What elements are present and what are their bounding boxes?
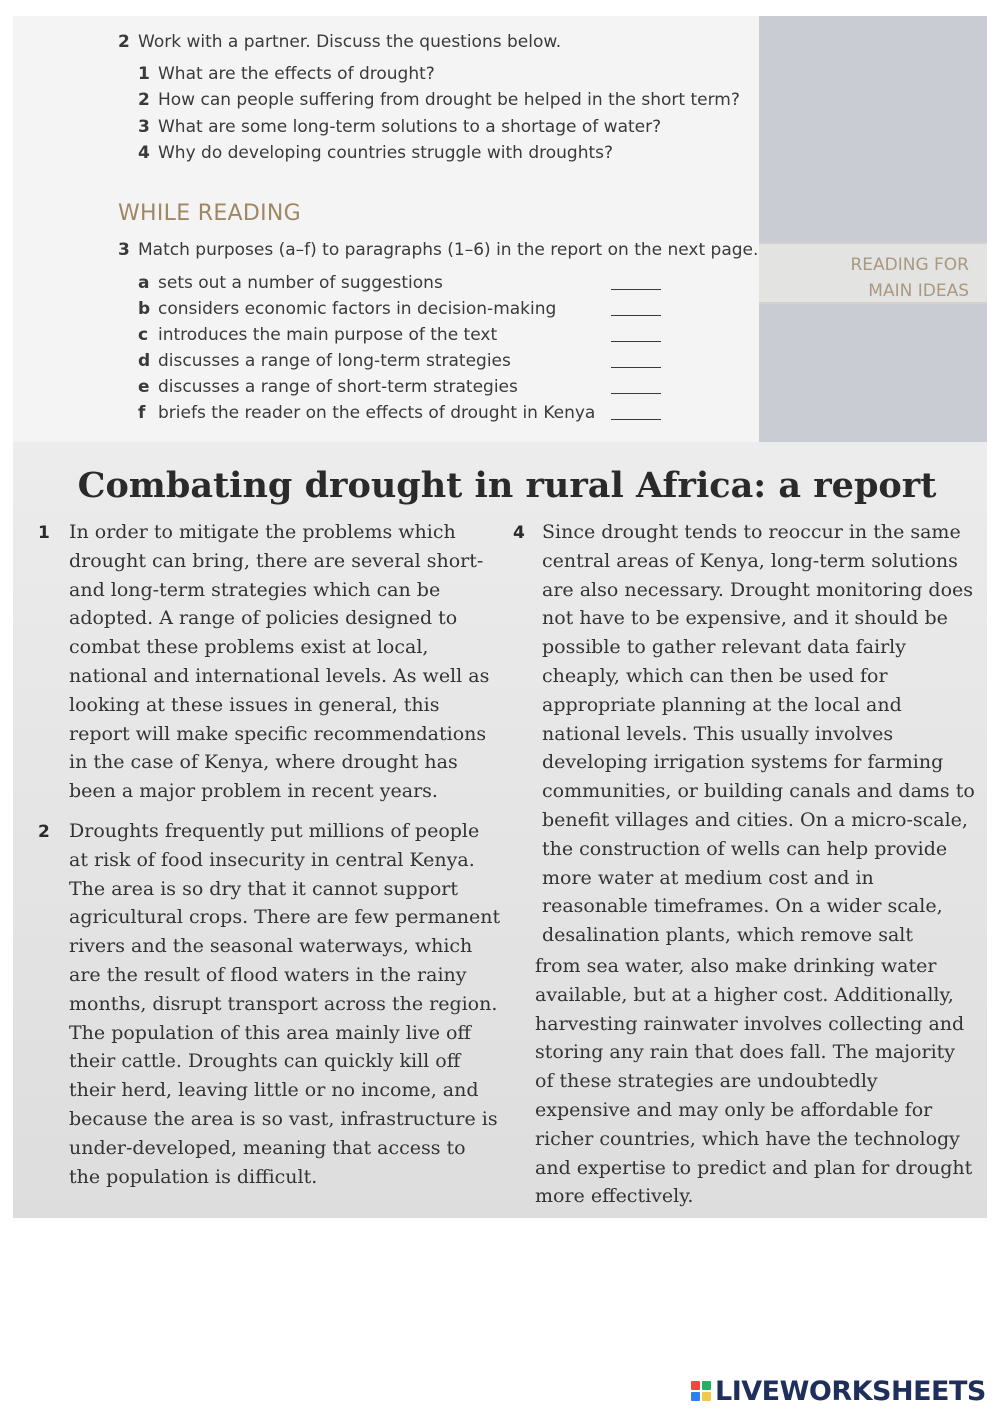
logo-mark-icon [691,1381,711,1401]
question-item [138,116,661,138]
question-text: How can people suffering from drought be helped in the short term? [158,90,740,110]
match-text: sets out a number of suggestions [158,273,443,293]
logo-text: LIVEWORKSHEETS [715,1375,986,1407]
match-letter: f [138,403,146,423]
exercise-number: 3 [118,240,130,260]
question-item [138,142,613,164]
match-text: discusses a range of short-term strategies [158,377,518,397]
question-number: 3 [138,117,150,137]
paragraph-number: 2 [38,822,50,842]
question-text: What are the effects of drought? [158,64,435,84]
logo-square [702,1392,711,1401]
question-number: 2 [138,90,150,110]
logo-square [702,1381,711,1390]
instruction-text: Work with a partner. Discuss the questions below. [138,32,562,52]
answer-blank[interactable] [611,341,661,342]
answer-blank[interactable] [611,315,661,316]
match-letter: a [138,273,150,293]
question-item [138,63,435,85]
report-paragraph-1: In order to mitigate the problems which drought can bring, there are several short- and long-term strategies which can be adopted. A range of policies designed to combat these problems exist at local, national and international levels. As well as looking at these issues in general, this report will make specific recommendations in the case of Kenya, where drought has been a major problem in recent years. [69,521,490,803]
logo-square [691,1381,700,1390]
answer-blank[interactable] [611,393,661,394]
question-text: What are some long-term solutions to a shortage of water? [158,117,662,137]
answer-blank[interactable] [611,289,661,290]
exercise-number: 2 [118,32,130,52]
side-label-band [759,242,987,304]
exercise-3-instruction [118,239,758,261]
report-paragraph-4: Since drought tends to reoccur in the same central areas of Kenya, long-term solutions are also necessary. Drought monitoring does not have to be expensive, and it should be possible to gather relevant data fairly cheaply, which can then be used for appropriate planning at the local and national levels. This usually involves developing irrigation systems for farming communities, or building canals and dams to benefit villages and cities. On a micro-scale, the construction of wells can help provide more water at medium cost and in reasonable timeframes. On a wider scale, desalination plants, which remove salt [542,521,975,947]
question-text: Why do developing countries struggle with droughts? [158,143,614,163]
section-heading: WHILE READING [118,201,302,226]
report-paragraph-2: Droughts frequently put millions of people at risk of food insecurity in central Kenya. The area is so dry that it cannot support agricultural crops. There are few permanent rivers and the seasonal waterways, which are the result of flood waters in the rainy months, disrupt transport across the region. The population of this area mainly live off their cattle. Droughts can quickly kill off their herd, leaving little or no income, and because the area is so vast, infrastructure is under-developed, meaning that access to the population is difficult. [69,820,501,1188]
match-item [138,376,518,398]
match-text: discusses a range of long-term strategies [158,351,511,371]
match-item [138,272,443,294]
instruction-text: Match purposes (a–f) to paragraphs (1–6) in the report on the next page. [138,240,759,260]
match-letter: b [138,299,151,319]
match-text: briefs the reader on the effects of drought in Kenya [158,403,596,423]
question-item [138,89,740,111]
skill-label: READING FOR MAIN IDEAS [850,255,969,301]
paragraph-number: 1 [38,523,50,543]
paragraph-number: 4 [513,523,525,543]
logo-square [691,1392,700,1401]
match-text: considers economic factors in decision-making [158,299,557,319]
report-paragraph-4-continued: from sea water, also make drinking water available, but at a higher cost. Additionally, harvesting rainwater involves collecting and storing any rain that does fall. The majority of these strategies are undoubtedly expensive and may only be affordable for richer countries, which have the technology and expertise to predict and plan for drought more effectively. [535,955,973,1208]
question-number: 4 [138,143,150,163]
match-item [138,324,497,346]
match-item [138,298,556,320]
match-text: introduces the main purpose of the text [158,325,498,345]
side-panel [759,16,987,442]
match-item [138,350,511,372]
answer-blank[interactable] [611,367,661,368]
match-letter: e [138,377,150,397]
exercise-2-instruction [118,31,561,53]
question-number: 1 [138,64,150,84]
match-letter: c [138,325,149,345]
answer-blank[interactable] [611,419,661,420]
match-letter: d [138,351,151,371]
report-title: Combating drought in rural Africa: a report [77,465,937,506]
match-item [138,402,595,424]
liveworksheets-logo [691,1373,986,1409]
